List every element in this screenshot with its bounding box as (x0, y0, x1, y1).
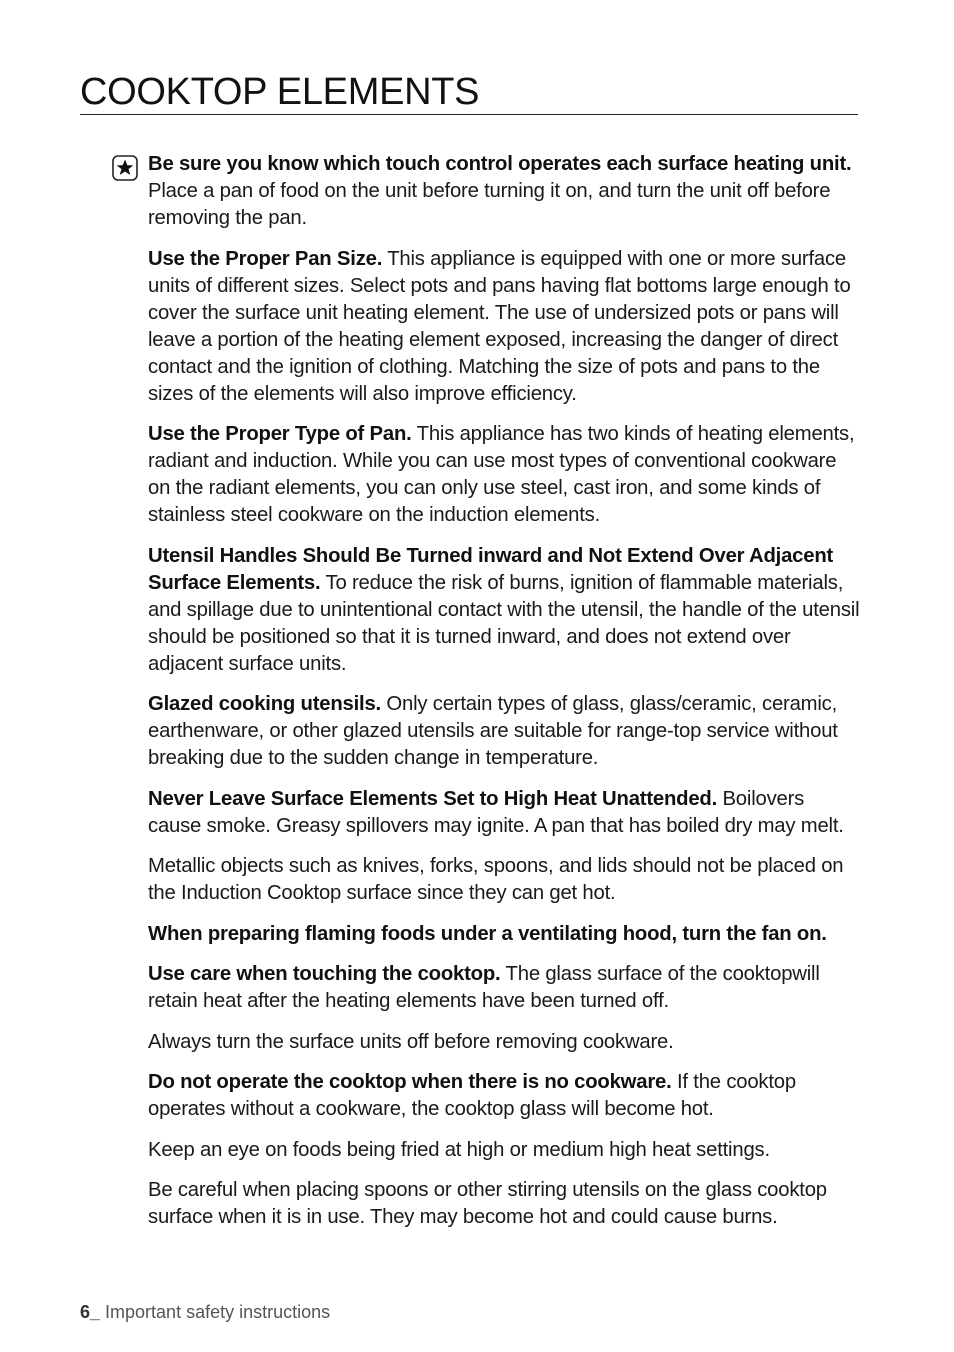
paragraph (148, 1177, 860, 1231)
paragraph-text: The glass surface of the cooktopwill retain heat after the heating elements have been turned off. (148, 963, 820, 1012)
paragraph-text: Boilovers cause smoke. Greasy spillovers may ignite. A pan that has boiled dry may melt. (148, 787, 844, 837)
paragraph-bold: Do not operate the cooktop when there is no cookware. (148, 1071, 672, 1093)
paragraph-text: This appliance has two kinds of heating elements, radiant and induction. While you can use most types of conventional cookware on the radiant elements, you can only use steel, cast iron, and some kinds of stainless steel cookware on the induction elements. (148, 423, 855, 526)
paragraph (148, 1029, 860, 1056)
paragraph-text: This appliance is equipped with one or more surface units of different sizes. Select pots and pans having flat bottoms large enough to cover the surface unit heating element. The use of undersized pots or pans will leave a portion of the heating element exposed, increasing the danger of direct contact and the ignition of clothing. Matching the size of pots and pans to the sizes of the elements will also improve efficiency. (148, 247, 851, 405)
paragraph (148, 1137, 860, 1164)
paragraph (148, 151, 860, 232)
paragraph-bold: Be sure you know which touch control operates each surface heating unit. (148, 153, 852, 175)
paragraph-text: Only certain types of glass, glass/ceramic, ceramic, earthenware, or other glazed utensils are suitable for range-top service without breaking due to the sudden change in temperature. (148, 693, 838, 769)
paragraph-bold: Utensil Handles Should Be Turned inward and Not Extend Over Adjacent Surface Elements. (148, 544, 834, 594)
paragraph-bold: Use the Proper Type of Pan. (148, 423, 412, 445)
paragraph (148, 543, 860, 678)
page-footer (80, 1300, 330, 1324)
paragraph-text: Be careful when placing spoons or other stirring utensils on the glass cooktop surface when it is in use. They may become hot and could cause burns. (148, 1179, 827, 1228)
safety-content (148, 151, 860, 1245)
paragraph (148, 1069, 860, 1123)
paragraph (148, 921, 860, 948)
paragraph-text: Always turn the surface units off before removing cookware. (148, 1030, 674, 1053)
paragraph-text: Place a pan of food on the unit before turning it on, and turn the unit off before removing the pan. (148, 180, 831, 229)
page-title: COOKTOP ELEMENTS (80, 70, 858, 115)
paragraph-bold: Use care when touching the cooktop. (148, 963, 501, 985)
paragraph (148, 786, 860, 840)
paragraph-text: Keep an eye on foods being fried at high or medium high heat settings. (148, 1138, 770, 1161)
paragraph (148, 691, 860, 772)
paragraph-text: Metallic objects such as knives, forks, spoons, and lids should not be placed on the Induction Cooktop surface since they can get hot. (148, 855, 844, 904)
star-icon (112, 155, 138, 181)
paragraph-text: To reduce the risk of burns, ignition of flammable materials, and spillage due to unintentional contact with the utensil, the handle of the utensil should be positioned so that it is turned inward, and does not extend over adjacent surface units. (148, 571, 860, 675)
paragraph-bold: When preparing flaming foods under a ventilating hood, turn the fan on. (148, 922, 827, 945)
paragraph-text: If the cooktop operates without a cookware, the cooktop glass will become hot. (148, 1071, 796, 1120)
paragraph-bold: Never Leave Surface Elements Set to High Heat Unattended. (148, 787, 718, 810)
paragraph (148, 853, 860, 907)
page-number: 6_ (80, 1302, 101, 1322)
paragraph (148, 246, 860, 408)
paragraph (148, 421, 860, 529)
footer-section: Important safety instructions (100, 1302, 331, 1322)
paragraph (148, 961, 860, 1015)
paragraph-bold: Use the Proper Pan Size. (148, 247, 383, 270)
paragraph-bold: Glazed cooking utensils. (148, 693, 381, 715)
